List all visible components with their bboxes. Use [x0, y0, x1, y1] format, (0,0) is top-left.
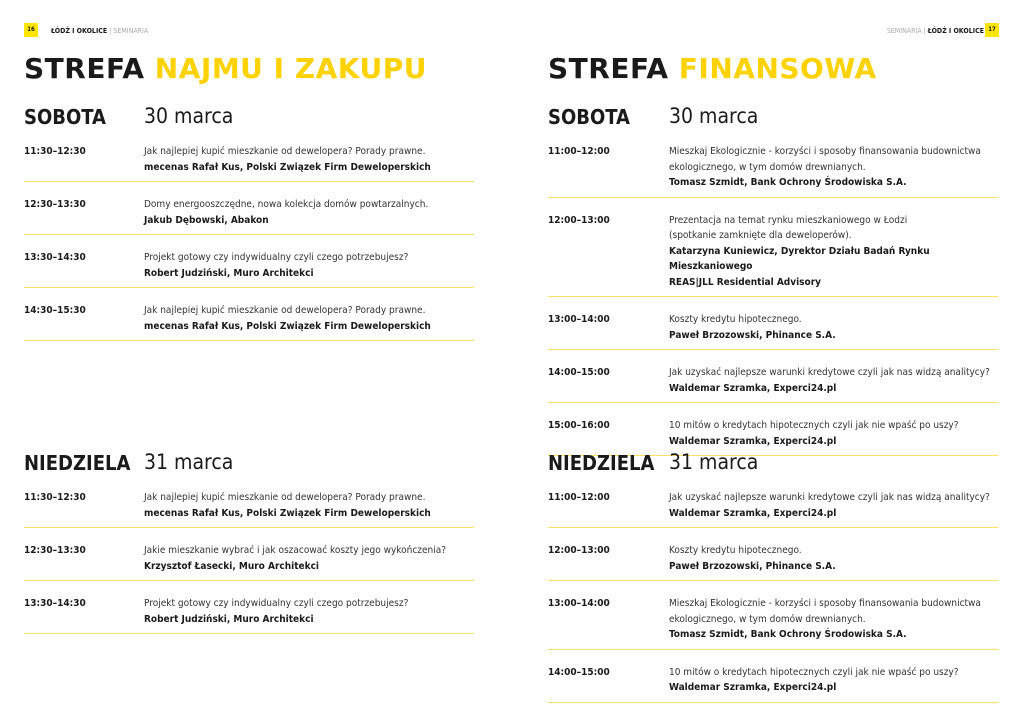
- session-description: Jak uzyskać najlepsze warunki kredytowe czyli jak nas widzą analitycy?: [669, 492, 990, 503]
- running-head-separator: |: [109, 27, 112, 35]
- session-description: ekologicznego, w tym domów drewnianych.: [669, 161, 866, 173]
- day-name: SOBOTA: [548, 105, 630, 129]
- right-page: [512, 0, 1024, 724]
- session-description: Jak najlepiej kupić mieszkanie od dewelopera? Porady prawne.: [144, 492, 426, 503]
- session-speaker: Paweł Brzozowski, Phinance S.A.: [669, 329, 836, 341]
- session-body: [669, 365, 998, 396]
- running-head-section: SEMINARIA: [886, 27, 922, 35]
- page-number: 16: [24, 23, 38, 37]
- schedule-row: [24, 193, 474, 235]
- schedule-row: [24, 486, 474, 528]
- session-speaker: Robert Judziński, Muro Architekci: [144, 267, 314, 279]
- session-time: 12:00–13:00: [548, 214, 610, 226]
- session-description: 10 mitów o kredytach hipotecznych czyli jak nie wpaść po uszy?: [669, 666, 959, 678]
- session-time: 11:00–12:00: [548, 492, 610, 503]
- session-speaker: Krzysztof Łasecki, Muro Architekci: [144, 560, 320, 572]
- schedule-row: [24, 539, 474, 581]
- session-description: Domy energooszczędne, nowa kolekcja domów powtarzalnych.: [144, 199, 429, 210]
- session-description: Jakie mieszkanie wybrać i jak oszacować koszty jego wykończenia?: [144, 545, 447, 556]
- page-number: 17: [985, 23, 999, 37]
- session-body: [669, 665, 998, 696]
- day-section: [24, 446, 474, 645]
- session-body: [144, 490, 474, 521]
- session-time: 11:00–12:00: [548, 146, 610, 157]
- session-time: 12:00–13:00: [548, 545, 610, 556]
- title-plain: STREFA: [24, 52, 145, 85]
- session-description: Koszty kredytu hipotecznego.: [669, 545, 802, 556]
- session-time: 12:30–13:30: [24, 199, 86, 210]
- session-body: [669, 213, 998, 291]
- schedule-row: [548, 140, 998, 198]
- running-head: [51, 27, 148, 36]
- session-speaker: mecenas Rafał Kus, Polski Związek Firm Deweloperskich: [144, 320, 431, 332]
- session-body: [144, 197, 474, 228]
- day-header: [548, 100, 998, 140]
- day-date: 31 marca: [144, 450, 234, 474]
- session-time: 11:30–12:30: [24, 492, 86, 503]
- session-description: Koszty kredytu hipotecznego.: [669, 314, 802, 325]
- session-speaker: mecenas Rafał Kus, Polski Związek Firm Deweloperskich: [144, 161, 431, 173]
- day-section: [24, 100, 474, 352]
- running-head-region: ŁÓDŹ I OKOLICE: [927, 27, 984, 35]
- session-speaker: Robert Judziński, Muro Architekci: [144, 613, 314, 625]
- schedule-row: [548, 592, 998, 650]
- day-header: [24, 446, 474, 486]
- schedule-row: [548, 308, 998, 350]
- session-body: [669, 144, 998, 191]
- title-highlight: FINANSOWA: [678, 52, 877, 85]
- schedule-row: [548, 539, 998, 581]
- session-speaker: Jakub Dębowski, Abakon: [144, 214, 269, 226]
- running-head: [887, 27, 984, 36]
- session-description: (spotkanie zamknięte dla deweloperów).: [669, 230, 852, 241]
- session-speaker: Waldemar Szramka, Experci24.pl: [669, 435, 837, 447]
- session-speaker: Paweł Brzozowski, Phinance S.A.: [669, 560, 836, 572]
- session-speaker: Waldemar Szramka, Experci24.pl: [669, 507, 837, 519]
- schedule-row: [24, 246, 474, 288]
- day-name: SOBOTA: [24, 105, 106, 129]
- session-description: Jak uzyskać najlepsze warunki kredytowe czyli jak nas widzą analitycy?: [669, 367, 990, 378]
- schedule-row: [548, 361, 998, 403]
- page-title: [548, 52, 877, 86]
- day-date: 31 marca: [669, 450, 759, 474]
- session-description: Prezentacja na temat rynku mieszkaniowego w Łodzi: [669, 214, 908, 226]
- title-highlight: NAJMU I ZAKUPU: [154, 52, 428, 85]
- schedule-row: [24, 140, 474, 182]
- session-speaker: Waldemar Szramka, Experci24.pl: [669, 382, 837, 394]
- session-description: Jak najlepiej kupić mieszkanie od dewelopera? Porady prawne.: [144, 305, 426, 316]
- session-speaker: Katarzyna Kuniewicz, Dyrektor Działu Badań Rynku Mieszkaniowego: [669, 245, 930, 272]
- schedule-row: [548, 661, 998, 703]
- session-time: 15:00–16:00: [548, 420, 610, 431]
- session-body: [669, 490, 998, 521]
- session-time: 13:00–14:00: [548, 598, 610, 609]
- schedule-row: [24, 592, 474, 634]
- running-head-separator: |: [923, 27, 926, 35]
- session-time: 14:30–15:30: [24, 305, 86, 316]
- schedule-row: [548, 209, 998, 298]
- session-body: [669, 543, 998, 574]
- day-name: NIEDZIELA: [548, 451, 655, 475]
- day-header: [24, 100, 474, 140]
- session-body: [144, 250, 474, 281]
- session-description: Mieszkaj Ekologicznie - korzyści i sposoby finansowania budownictwa: [669, 146, 981, 157]
- session-speaker: REAS|JLL Residential Advisory: [669, 276, 822, 288]
- session-time: 14:00–15:00: [548, 367, 610, 378]
- session-description: Jak najlepiej kupić mieszkanie od dewelopera? Porady prawne.: [144, 146, 426, 157]
- schedule-row: [548, 486, 998, 528]
- session-description: Mieszkaj Ekologicznie - korzyści i sposoby finansowania budownictwa: [669, 598, 981, 609]
- session-body: [144, 543, 474, 574]
- day-header: [548, 446, 998, 486]
- day-date: 30 marca: [669, 104, 759, 128]
- session-speaker: Waldemar Szramka, Experci24.pl: [669, 682, 837, 693]
- day-name: NIEDZIELA: [24, 451, 131, 475]
- session-description: ekologicznego, w tym domów drewnianych.: [669, 613, 866, 625]
- session-body: [144, 303, 474, 334]
- session-time: 11:30–12:30: [24, 146, 86, 157]
- running-head-region: ŁÓDŹ I OKOLICE: [51, 27, 108, 35]
- day-date: 30 marca: [144, 104, 234, 128]
- session-description: Projekt gotowy czy indywidualny czyli czego potrzebujesz?: [144, 252, 409, 263]
- session-body: [669, 418, 998, 449]
- session-body: [669, 596, 998, 643]
- session-description: Projekt gotowy czy indywidualny czyli czego potrzebujesz?: [144, 598, 409, 609]
- running-head-section: SEMINARIA: [113, 27, 149, 35]
- page-title: [24, 52, 427, 86]
- day-section: [548, 446, 998, 714]
- session-time: 13:00–14:00: [548, 314, 610, 325]
- session-body: [144, 144, 474, 175]
- session-description: 10 mitów o kredytach hipotecznych czyli jak nie wpaść po uszy?: [669, 420, 959, 431]
- session-time: 12:30–13:30: [24, 545, 86, 556]
- session-time: 14:00–15:00: [548, 666, 610, 678]
- session-body: [669, 312, 998, 343]
- day-section: [548, 100, 998, 467]
- session-speaker: mecenas Rafał Kus, Polski Związek Firm Deweloperskich: [144, 507, 431, 519]
- title-plain: STREFA: [548, 52, 669, 85]
- session-body: [144, 596, 474, 627]
- schedule-row: [24, 299, 474, 341]
- session-speaker: Tomasz Szmidt, Bank Ochrony Środowiska S.A.: [669, 629, 907, 640]
- session-speaker: Tomasz Szmidt, Bank Ochrony Środowiska S.A.: [669, 177, 907, 188]
- session-time: 13:30–14:30: [24, 252, 86, 263]
- session-time: 13:30–14:30: [24, 598, 86, 609]
